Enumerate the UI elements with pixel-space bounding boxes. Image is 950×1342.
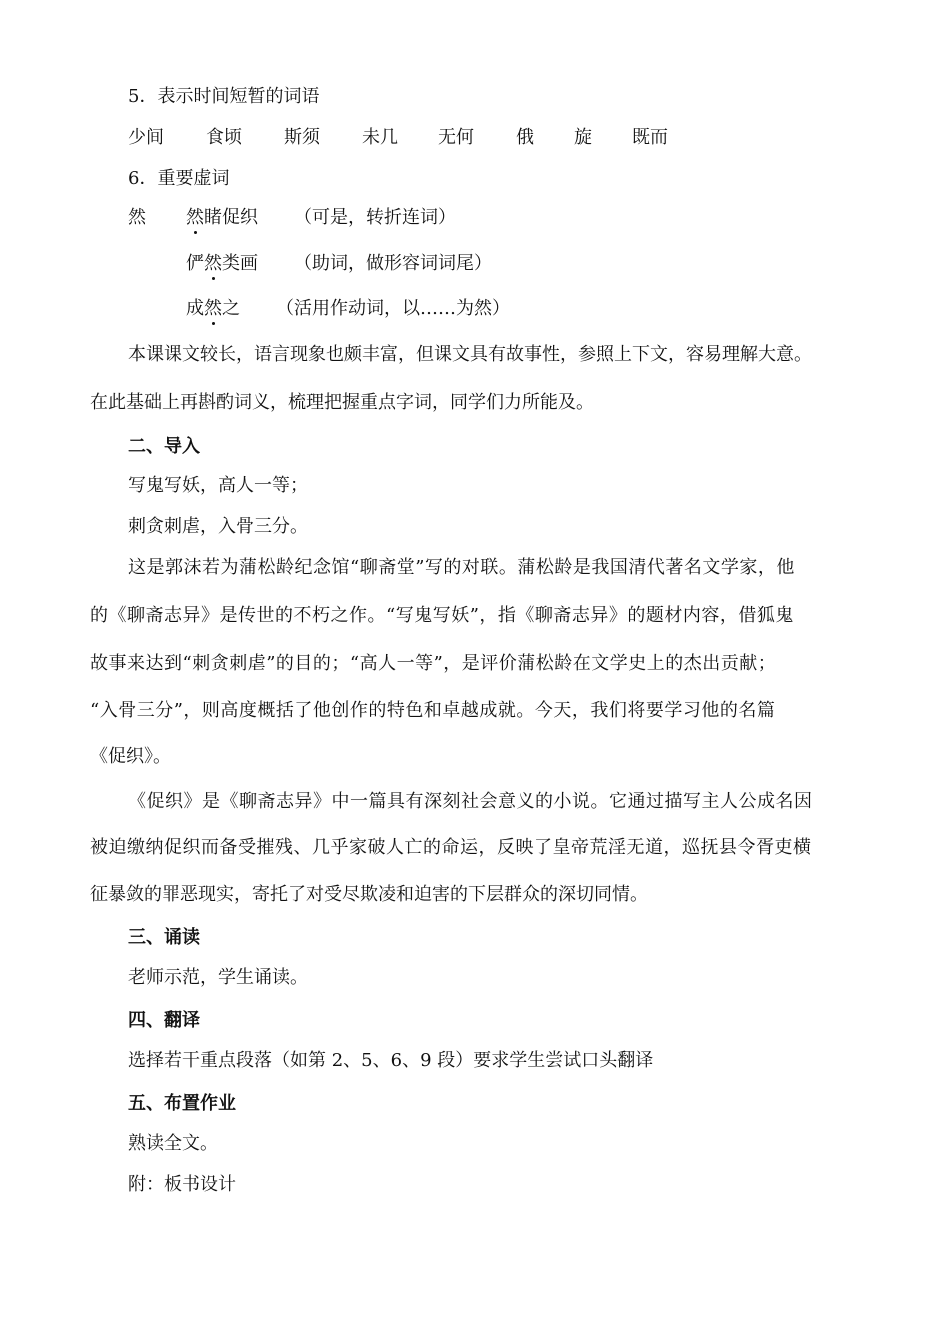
translate-heading: 四、翻译 <box>128 1010 200 1031</box>
time-word: 少间 <box>128 127 164 148</box>
example-note: （助词，做形容词词尾） <box>294 253 492 274</box>
emphasis-char: 然 <box>186 207 204 228</box>
intro-paragraph-line: 故事来达到“刺贪刺虐”的目的；“高人一等”，是评价蒲松龄在文学史上的杰出贡献； <box>90 653 777 674</box>
homework-heading: 五、布置作业 <box>128 1093 236 1114</box>
couplet-line: 写鬼写妖，高人一等； <box>128 475 308 496</box>
emphasis-char: 然 <box>204 253 222 274</box>
time-word: 斯须 <box>284 127 320 148</box>
intro-paragraph-line: 这是郭沫若为蒲松龄纪念馆“聊斋堂”写的对联。蒲松龄是我国清代著名文学家，他 <box>128 557 795 578</box>
summary-line: 本课课文较长，语言现象也颇丰富，但课文具有故事性，参照上下文，容易理解大意。 <box>128 344 812 365</box>
intro-paragraph-line: 《促织》。 <box>90 746 171 767</box>
emphasis-char: 然 <box>204 298 222 319</box>
time-word: 食顷 <box>206 127 242 148</box>
reading-text: 老师示范，学生诵读。 <box>128 967 308 988</box>
reading-heading: 三、诵读 <box>128 927 200 948</box>
time-word: 既而 <box>632 127 668 148</box>
appendix-text: 附：板书设计 <box>128 1174 236 1195</box>
function-word: 然 <box>128 207 146 228</box>
section-5-heading: 5．表示时间短暂的词语 <box>128 86 320 107</box>
time-word: 俄 <box>516 127 534 148</box>
intro-paragraph-line: 的《聊斋志异》是传世的不朽之作。“写鬼写妖”，指《聊斋志异》的题材内容，借狐鬼 <box>90 605 794 626</box>
intro-paragraph-line: 《促织》是《聊斋志异》中一篇具有深刻社会意义的小说。它通过描写主人公成名因 <box>128 791 813 812</box>
time-word: 旋 <box>574 127 592 148</box>
summary-line: 在此基础上再斟酌词义，梳理把握重点字词，同学们力所能及。 <box>90 392 594 413</box>
intro-paragraph-line: 被迫缴纳促织而备受摧残、几乎家破人亡的命运，反映了皇帝荒淫无道，巡抚县令胥吏横 <box>90 837 812 858</box>
time-word: 未几 <box>362 127 398 148</box>
section-6-heading: 6．重要虚词 <box>128 168 230 189</box>
time-word: 无何 <box>438 127 474 148</box>
example-note: （可是，转折连词） <box>294 207 456 228</box>
homework-text: 熟读全文。 <box>128 1133 218 1154</box>
translate-text: 选择若干重点段落（如第 2、5、6、9 段）要求学生尝试口头翻译 <box>128 1050 654 1071</box>
example-phrase: 成然之 <box>186 298 240 319</box>
couplet-line: 刺贪刺虐，入骨三分。 <box>128 516 308 537</box>
example-note: （活用作动词，以……为然） <box>276 298 510 319</box>
example-phrase: 然睹促织 <box>186 207 258 228</box>
intro-heading: 二、导入 <box>128 436 200 457</box>
intro-paragraph-line: 征暴敛的罪恶现实，寄托了对受尽欺凌和迫害的下层群众的深切同情。 <box>90 884 648 905</box>
example-phrase: 俨然类画 <box>186 253 258 274</box>
intro-paragraph-line: “入骨三分”，则高度概括了他创作的特色和卓越成就。今天，我们将要学习他的名篇 <box>90 700 776 721</box>
